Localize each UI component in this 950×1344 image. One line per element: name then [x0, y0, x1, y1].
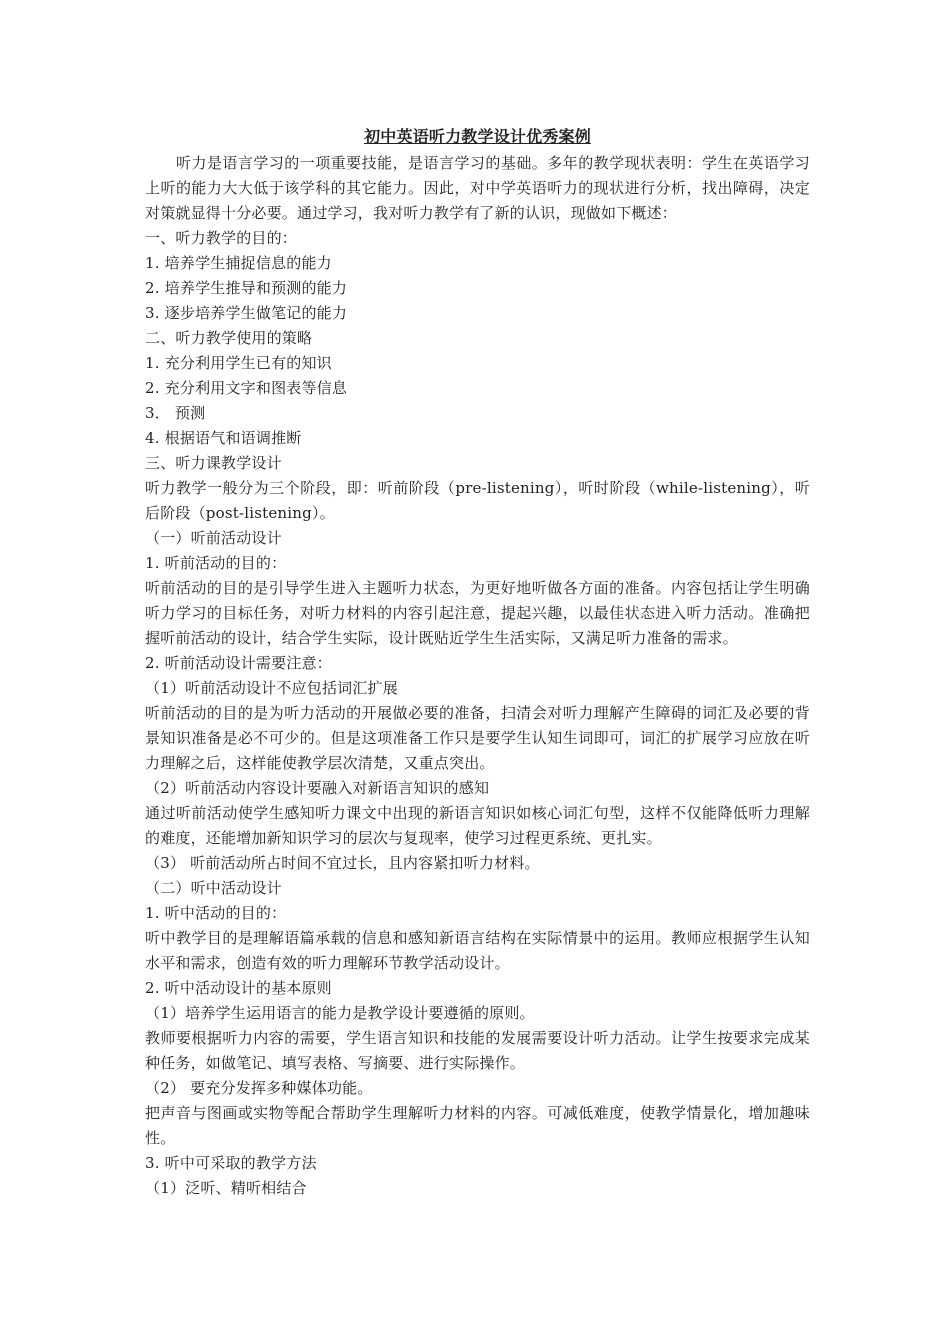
paragraph: 3. 听中可采取的教学方法 — [145, 1154, 317, 1172]
paragraph: 通过听前活动使学生感知听力课文中出现的新语言知识如核心词汇句型，这样不仅能降低听力理解的难度，还能增加新知识学习的层次与复现率，使学习过程更系统、更扎实。 — [145, 804, 810, 847]
paragraph: 听中教学目的是理解语篇承载的信息和感知新语言结构在实际情景中的运用。教师应根据学生认知水平和需求，创造有效的听力理解环节教学活动设计。 — [145, 929, 810, 972]
paragraph: 1. 充分利用学生已有的知识 — [145, 354, 332, 372]
paragraph: 2. 培养学生推导和预测的能力 — [145, 279, 348, 297]
document-title: 初中英语听力教学设计优秀案例 — [364, 127, 591, 146]
paragraph: 教师要根据听力内容的需要，学生语言知识和技能的发展需要设计听力活动。让学生按要求完成某种任务，如做笔记、填写表格、写摘要、进行实际操作。 — [145, 1029, 810, 1072]
paragraph: 1. 培养学生捕捉信息的能力 — [145, 254, 332, 272]
paragraph-list — [145, 151, 810, 1201]
paragraph: （2）听前活动内容设计要融入对新语言知识的感知 — [145, 779, 490, 797]
document-body — [145, 123, 810, 1201]
paragraph: 3. 逐步培养学生做笔记的能力 — [145, 304, 348, 322]
paragraph: 2. 听中活动设计的基本原则 — [145, 979, 332, 997]
paragraph: 听前活动的目的是为听力活动的开展做必要的准备，扫清会对听力理解产生障碍的词汇及必要的背景知识准备是必不可少的。但是这项准备工作只是要学生认知生词即可，词汇的扩展学习应放在听力理解之后，这样能使教学层次清楚，又重点突出。 — [145, 704, 810, 772]
paragraph: 听前活动的目的是引导学生进入主题听力状态，为更好地听做各方面的准备。内容包括让学生明确听力学习的目标任务，对听力材料的内容引起注意，提起兴趣，以最佳状态进入听力活动。准确把握听前活动的设计，结合学生实际，设计既贴近学生生活实际，又满足听力准备的需求。 — [145, 579, 810, 647]
paragraph: 2. 听前活动设计需要注意： — [145, 654, 332, 672]
paragraph: 1. 听中活动的目的： — [145, 904, 287, 922]
paragraph: （二）听中活动设计 — [145, 879, 282, 897]
paragraph: 一、听力教学的目的： — [145, 229, 298, 247]
paragraph: （1）听前活动设计不应包括词汇扩展 — [145, 679, 398, 697]
paragraph: 三、听力课教学设计 — [145, 454, 282, 472]
paragraph: （3） 听前活动所占时间不宜过长，且内容紧扣听力材料。 — [145, 854, 540, 872]
paragraph: （1）泛听、精听相结合 — [145, 1179, 307, 1197]
paragraph: 2. 充分利用文字和图表等信息 — [145, 379, 348, 397]
paragraph: 二、听力教学使用的策略 — [145, 329, 313, 347]
paragraph: （1）培养学生运用语言的能力是教学设计要遵循的原则。 — [145, 1004, 535, 1022]
paragraph: 3． 预测 — [145, 404, 206, 422]
paragraph: （一）听前活动设计 — [145, 529, 282, 547]
paragraph: 把声音与图画或实物等配合帮助学生理解听力材料的内容。可减低难度，使教学情景化，增加趣味性。 — [145, 1104, 810, 1147]
paragraph: 听力是语言学习的一项重要技能，是语言学习的基础。多年的教学现状表明：学生在英语学习上听的能力大大低于该学科的其它能力。因此，对中学英语听力的现状进行分析，找出障碍，决定对策就显得十分必要。通过学习，我对听力教学有了新的认识，现做如下概述： — [145, 154, 810, 222]
paragraph: 听力教学一般分为三个阶段，即：听前阶段（pre-listening），听时阶段（while-listening），听后阶段（post-listening）。 — [145, 479, 810, 522]
paragraph: （2） 要充分发挥多种媒体功能。 — [145, 1079, 373, 1097]
paragraph: 1. 听前活动的目的： — [145, 554, 287, 572]
paragraph: 4. 根据语气和语调推断 — [145, 429, 302, 447]
